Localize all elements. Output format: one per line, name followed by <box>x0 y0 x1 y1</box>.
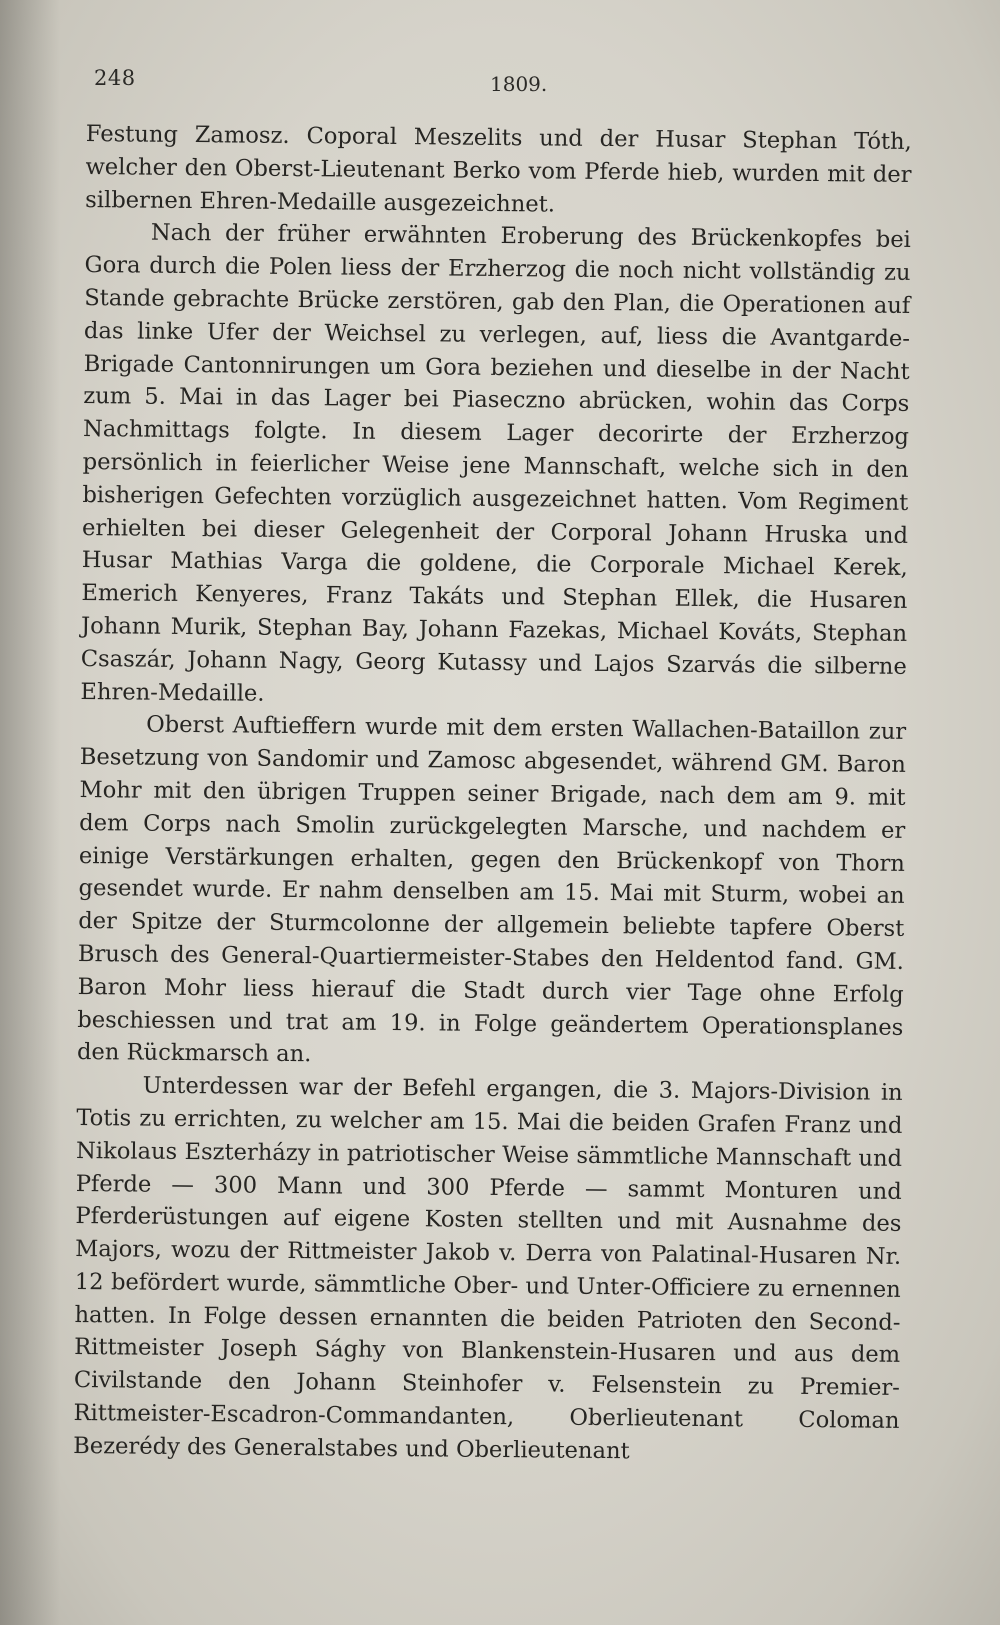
paragraph-continuation: Festung Zamosz. Coporal Meszelits und der Husar Stephan Tóth, welcher den Oberst-Lieutenant Berko vom Pferde hieb, wurden mit der silbernen Ehren-Medaille ausgezeichnet. <box>85 120 912 218</box>
body-text <box>73 118 912 1471</box>
page-number: 248 <box>94 66 136 90</box>
page-header <box>90 62 920 102</box>
paragraph-oberst-auftieffern: Oberst Auftieffern wurde mit dem ersten Wallachen-Bataillon zur Besetzung von Sandomir und Zamosc abgesendet, während GM. Baron Mohr mit den übrigen Truppen seiner Brigade, nach dem am 9. mit dem Corps nach Smolin zurückgelegten Marsche, und nachdem er einige Verstärkungen erhalten, gegen den Brückenkopf von Thorn gesendet wurde. Er nahm denselben am 15. Mai mit Sturm, wobei an der Spitze der Sturmcolonne der allgemein beliebte tapfere Oberst Brusch des General-Quartiermeister-Stabes den Heldentod fand. GM. Baron Mohr liess hierauf die Stadt durch vier Tage ohne Erfolg beschiessen und trat am 19. in Folge geändertem Operationsplanes den Rückmarsch an. <box>76 711 907 1068</box>
paragraph-bridgehead-gora: Nach der früher erwähnten Eroberung des Brückenkopfes bei Gora durch die Polen liess der Erzherzog die noch nicht vollständig zu Stande gebrachte Brücke zerstören, gab den Plan, die Operationen auf das linke Ufer der Weichsel zu verlegen, auf, liess die Avantgarde-Brigade Cantonnirungen um Gora beziehen und dieselbe in der Nacht zum 5. Mai in das Lager bei Piaseczno abrücken, wohin das Corps Nachmittags folgte. In diesem Lager decorirte der Erzherzog persönlich in feierlicher Weise jene Mannschaft, welche sich in den bisherigen Gefechten vorzüglich ausgezeichnet hatten. Vom Regiment erhielten bei dieser Gelegenheit der Corporal Johann Hruska und Husar Mathias Varga die goldene, die Corporale Michael Kerek, Emerich Kenyeres, Franz Takáts und Stephan Ellek, die Husaren Johann Murik, Stephan Bay, Johann Fazekas, Michael Kováts, Stephan Csaszár, Johann Nagy, Georg Kutassy und Lajos Szarvás die silberne Ehren-Medaille. <box>80 220 911 707</box>
running-title: 1809. <box>490 72 548 96</box>
page-edge-shadow <box>0 0 60 1625</box>
paragraph-majors-division: Unterdessen war der Befehl ergangen, die 3. Majors-Division in Totis zu errichten, zu welcher am 15. Mai die beiden Grafen Franz und Nikolaus Eszterházy in patriotischer Weise sämmtliche Mannschaft und Pferde — 300 Mann und 300 Pferde — sammt Monturen und Pferderüstungen auf eigene Kosten stellten und mit Ausnahme des Majors, wozu der Rittmeister Jakob v. Derra von Palatinal-Husaren Nr. 12 befördert wurde, sämmtliche Ober- und Unter-Officiere zu ernennen hatten. In Folge dessen ernannten die beiden Patrioten den Second-Rittmeister Joseph Sághy von Blankenstein-Husaren und aus dem Civilstande den Johann Steinhofer v. Felsenstein zu Premier-Rittmeister-Escadron-Commandanten, Oberlieutenant Coloman Bezerédy des Generalstabes und Oberlieutenant <box>73 1072 903 1465</box>
